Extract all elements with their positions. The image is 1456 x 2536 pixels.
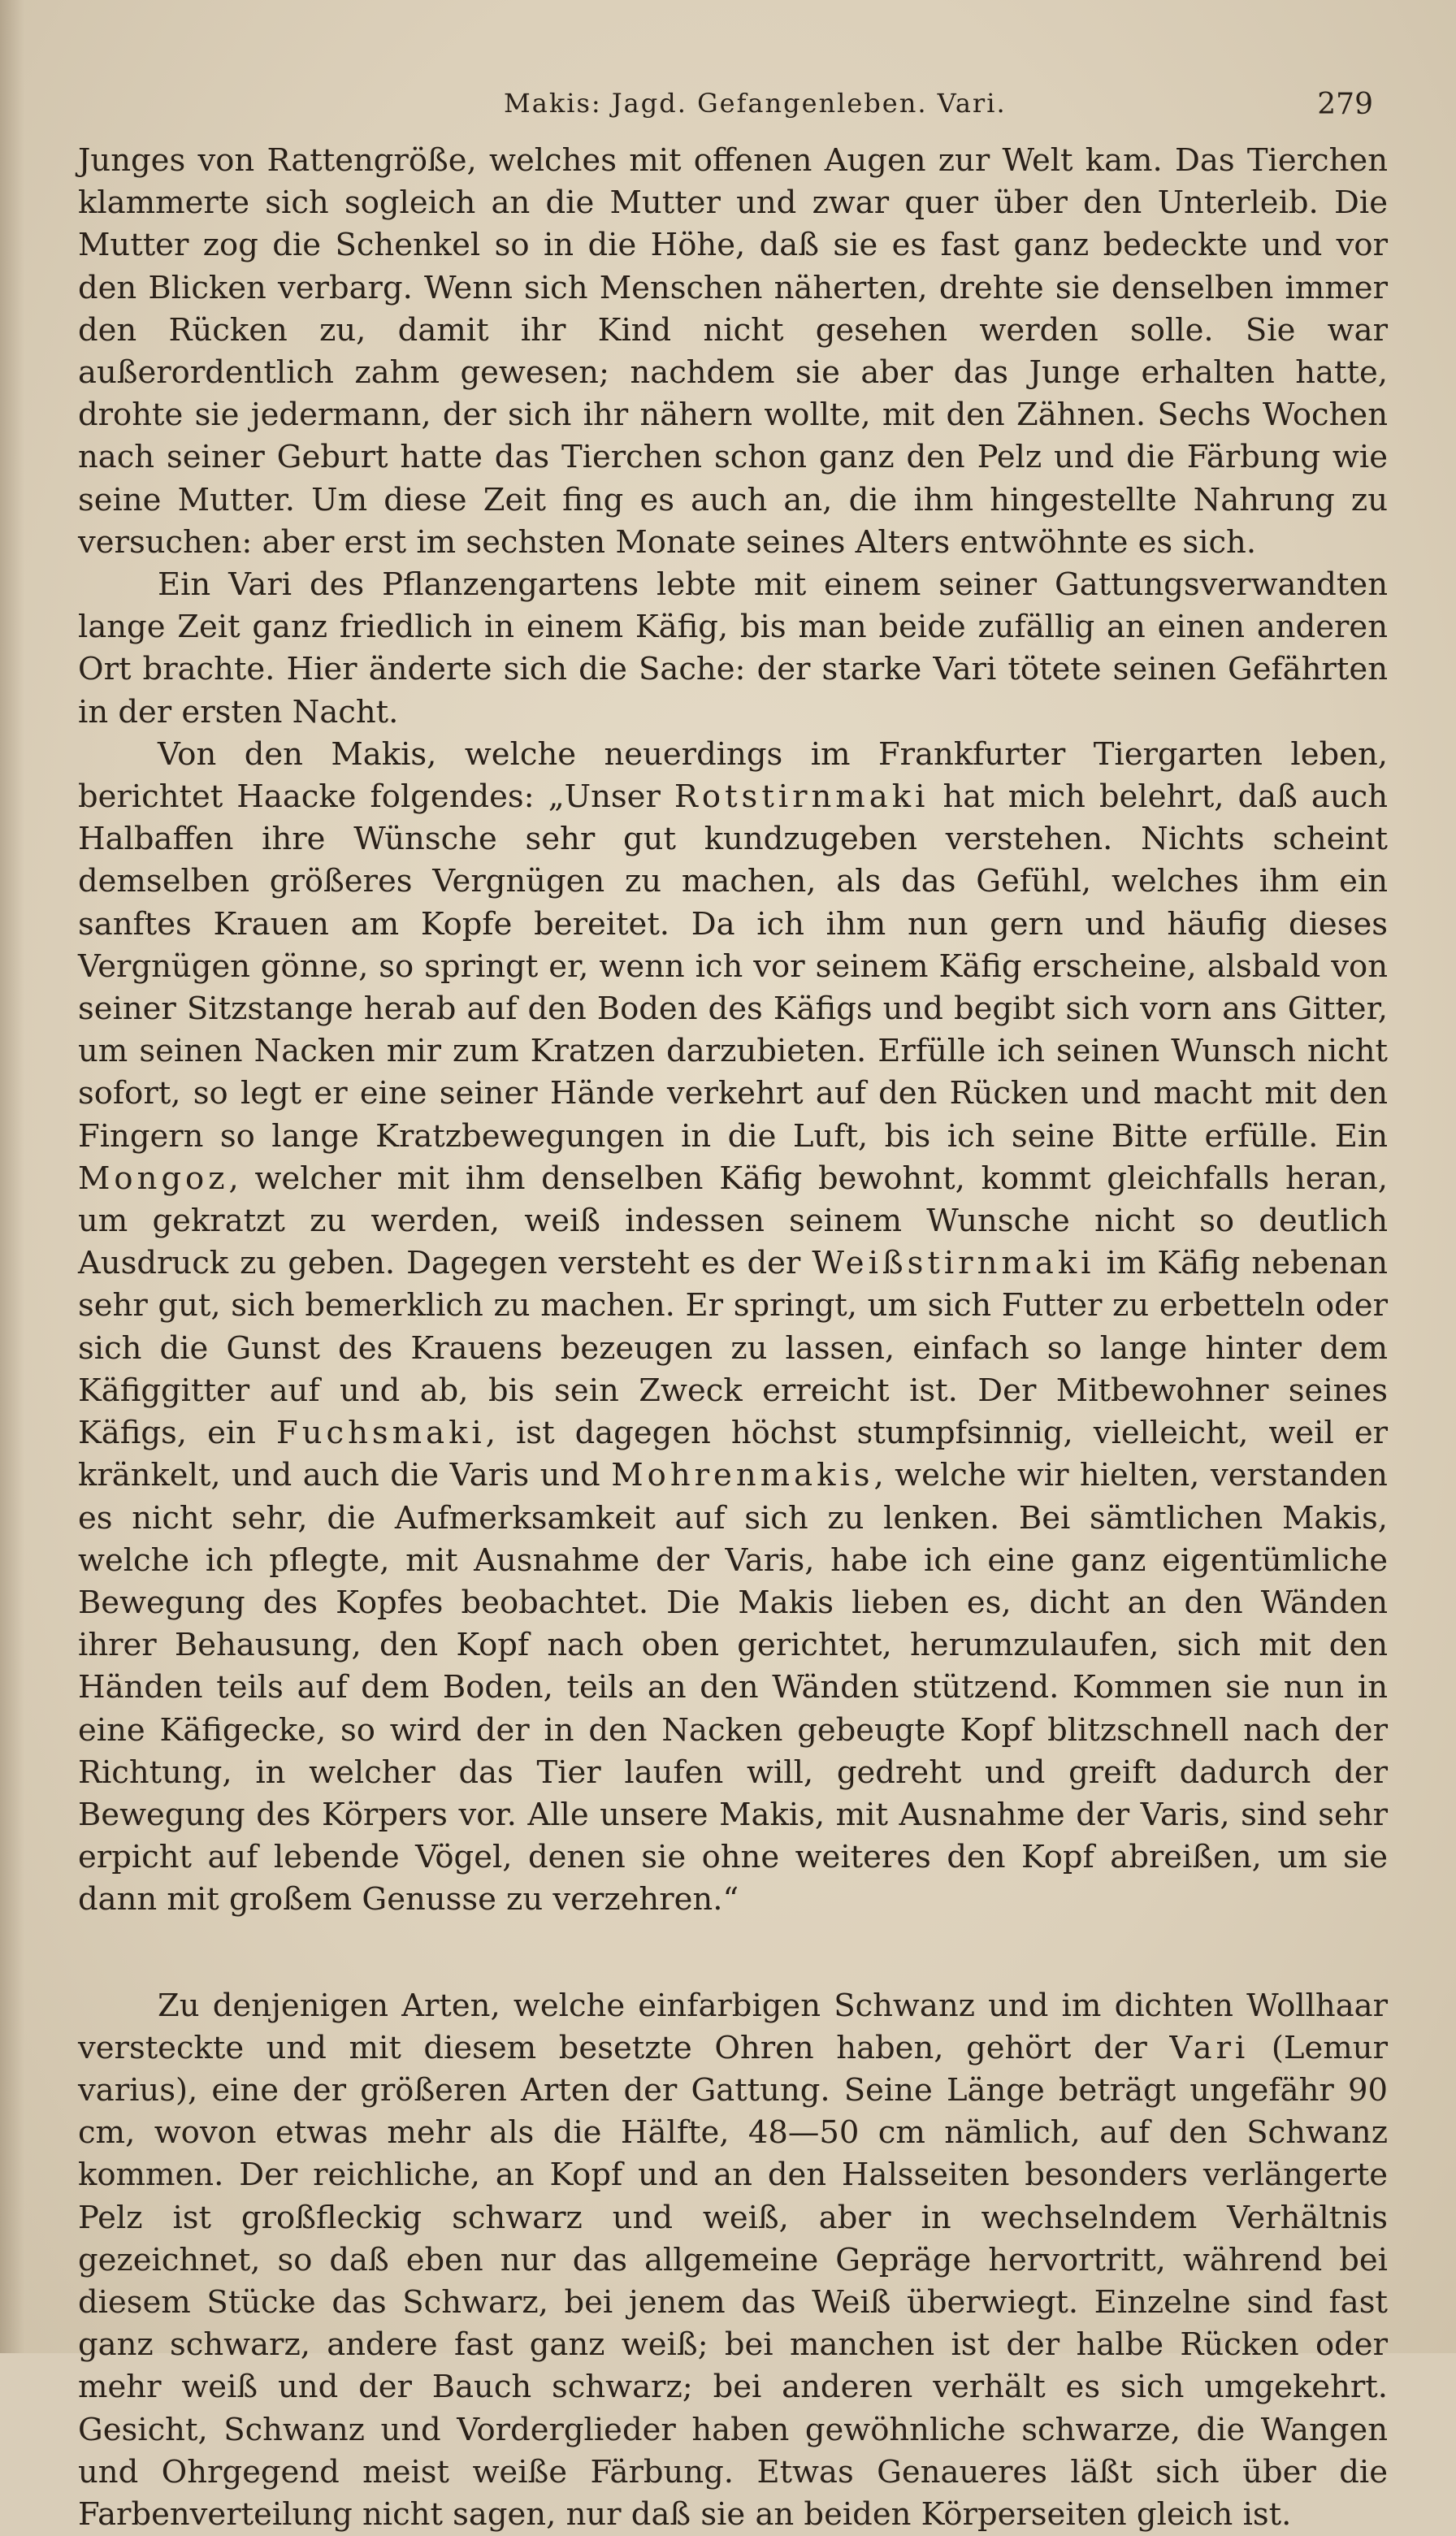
page-number: 279: [1317, 88, 1373, 121]
text-segment: (Lemur varius), eine der größeren Arten der Gattung. Seine Länge beträgt ungefähr 90 cm, wovon etwas mehr als die Hälfte, 48—50 cm nämlich, auf den Schwanz kommen. Der reichliche, an Kopf und an den Halsseiten besonders verlängerte Pelz ist großfleckig schwarz und weiß, aber in wechselndem Verhältnis gezeichnet, so daß eben nur das allgemeine Gepräge hervortritt, während bei diesem Stücke das Schwarz, bei jenem das Weiß überwiegt. Einzelne sind fast ganz schwarz, andere fast ganz weiß; bei manchen ist der halbe Rücken oder mehr weiß und der Bauch schwarz; bei anderen verhält es sich umgekehrt. Gesicht, Schwanz und Vorderglieder haben gewöhnliche schwarze, die Wangen und Ohrgegend meist weiße Färbung. Etwas Genaueres läßt sich über die Farbenverteilung nicht sagen, nur daß sie an beiden Körperseiten gleich ist.: [78, 2029, 1388, 2533]
body-text: [78, 140, 1388, 2536]
species-name: Fuchsmaki: [276, 1415, 486, 1452]
running-header: [162, 88, 1373, 128]
text-segment: , ist dagegen höchst stumpfsinnig, vielleicht, weil er kränkelt, und auch die Varis und: [78, 1415, 1389, 1494]
species-name: Rotstirnmaki: [674, 778, 930, 816]
text-segment: , welcher mit ihm denselben Käfig bewohnt, kommt gleichfalls heran, um gekratzt zu werden, weiß indessen seinem Wunsche nicht so deutlich Ausdruck zu geben. Dagegen versteht es der: [78, 1160, 1388, 1282]
species-name: Mohrenmakis: [611, 1457, 874, 1494]
text-segment: hat mich belehrt, daß auch Halbaffen ihre Wünsche sehr gut kundzugeben verstehen. Nichts scheint demselben größeres Vergnügen zu machen, als das Gefühl, welches ihm ein sanftes Krauen am Kopfe bereitet. Da ich ihm nun gern und häufig dieses Vergnügen gönne, so springt er, wenn ich vor seinem Käfig erscheine, alsbald von seiner Sitzstange herab auf den Boden des Käfigs und begibt sich vorn ans Gitter, um seinen Nacken mir zum Kratzen darzubieten. Erfülle ich seinen Wunsch nicht sofort, so legt er eine seiner Hände verkehrt auf den Rücken und macht mit den Fingern so lange Kratzbewegungen in die Luft, bis ich seine Bitte erfülle. Ein: [78, 778, 1388, 1155]
species-name: Mongoz: [78, 1160, 229, 1197]
paragraph-4-vari-description: [78, 1985, 1388, 2536]
species-name: Vari: [1169, 2029, 1250, 2066]
text-segment: Zu denjenigen Arten, welche einfarbigen Schwanz und im dichten Wollhaar versteckte und mit diesem besetzte Ohren haben, gehört der: [78, 1987, 1388, 2066]
text-segment: Von den Makis, welche neuerdings im Frankfurter Tiergarten leben, berichtet Haacke folgendes: „Unser: [78, 735, 1388, 816]
text-segment: im Käfig nebenan sehr gut, sich bemerklich zu machen. Er springt, um sich Futter zu erbetteln oder sich die Gunst des Krauens bezeugen zu lassen, einfach so lange hinter dem Käfiggitter auf und ab, bis sein Zweck erreicht ist. Der Mitbewohner seines Käfigs, ein: [78, 1245, 1388, 1452]
paragraph-2: Ein Vari des Pflanzengartens lebte mit einem seiner Gattungsverwandten lange Zeit ganz friedlich in einem Käfig, bis man beide zufällig an einen anderen Ort brachte. Hier änderte sich die Sache: der starke Vari tötete seinen Gefährten in der ersten Nacht.: [78, 566, 1388, 730]
header-title: Makis: Jagd. Gefangenleben. Vari.: [504, 88, 1007, 119]
paragraph-3-quote: [78, 734, 1388, 1922]
species-name: Weißstirnmaki: [812, 1245, 1095, 1282]
paragraph-1: Junges von Rattengröße, welches mit offenen Augen zur Welt kam. Das Tierchen klammerte sich sogleich an die Mutter und zwar quer über den Unterleib. Die Mutter zog die Schenkel so in die Höhe, daß sie es fast ganz bedeckte und vor den Blicken verbarg. Wenn sich Menschen näherten, drehte sie denselben immer den Rücken zu, damit ihr Kind nicht gesehen werden solle. Sie war außerordentlich zahm gewesen; nachdem sie aber das Junge erhalten hatte, drohte sie jedermann, der sich ihr nähern wollte, mit den Zähnen. Sechs Wochen nach seiner Geburt hatte das Tierchen schon ganz den Pelz und die Färbung wie seine Mutter. Um diese Zeit fing es auch an, die ihm hingestellte Nahrung zu versuchen: aber erst im sechsten Monate seines Alters entwöhnte es sich.: [78, 142, 1388, 561]
text-segment: , welche wir hielten, verstanden es nicht sehr, die Aufmerksamkeit auf sich zu lenken. Bei sämtlichen Makis, welche ich pflegte, mit Ausnahme der Varis, habe ich eine ganz eigentümliche Bewegung des Kopfes beobachtet. Die Makis lieben es, dicht an den Wänden ihrer Behausung, den Kopf nach oben gerichtet, herumzulaufen, sich mit den Händen teils auf dem Boden, teils an den Wänden stützend. Kommen sie nun in eine Käfigecke, so wird der in den Nacken gebeugte Kopf blitzschnell nach der Richtung, in welcher das Tier laufen will, gedreht und greift dadurch der Bewegung des Körpers vor. Alle unsere Makis, mit Ausnahme der Varis, sind sehr erpicht auf lebende Vögel, denen sie ohne weiteres den Kopf abreißen, um sie dann mit großem Genusse zu verzehren.“: [78, 1457, 1388, 1918]
